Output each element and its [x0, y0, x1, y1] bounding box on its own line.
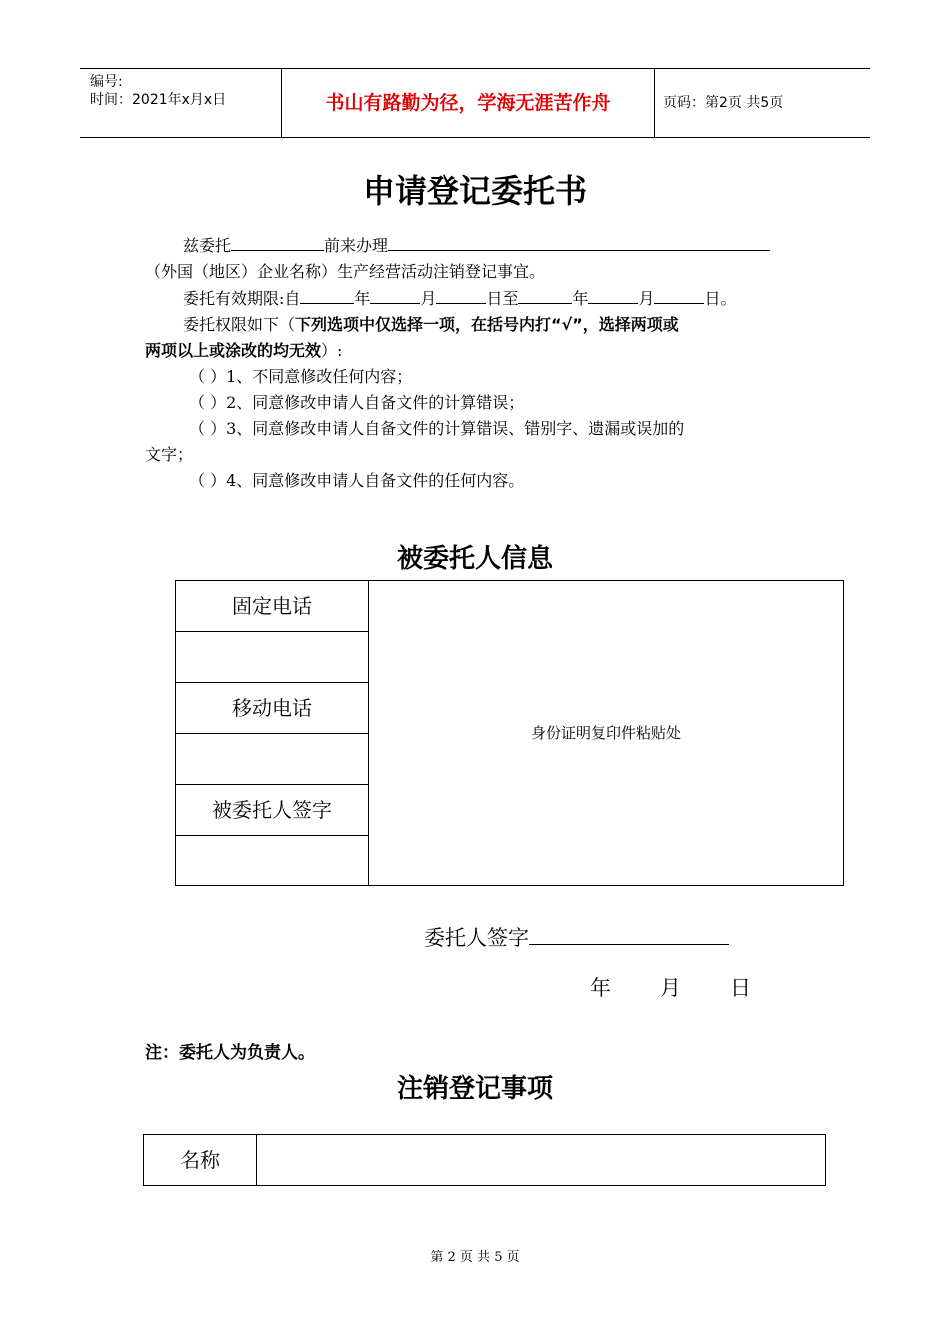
header-table — [80, 68, 870, 138]
client-signature-label: 委托人签字 — [424, 926, 529, 950]
option-3-continued: 文字； — [145, 445, 194, 464]
cancel-items-table — [143, 1134, 826, 1186]
validity-prefix: 委托有效期限:自 — [183, 289, 301, 308]
date-month: 月 — [660, 976, 681, 1000]
handle-prefix: 前来办理 — [324, 236, 389, 255]
client-signature-blank[interactable] — [529, 922, 729, 945]
agent-info-left-column — [176, 581, 369, 885]
from-month-blank[interactable] — [370, 285, 420, 304]
header-motto-cell — [281, 69, 655, 137]
validity-line — [145, 285, 815, 312]
option-1[interactable]: （ ）1、不同意修改任何内容； — [189, 367, 413, 386]
fixed-phone-field[interactable] — [176, 632, 368, 683]
delegate-prefix: 兹委托 — [183, 236, 232, 255]
number-label: 编号: — [90, 74, 123, 90]
agent-signature-label: 被委托人签字 — [176, 785, 368, 836]
permission-prefix: 委托权限如下（ — [183, 315, 296, 334]
mobile-phone-label: 移动电话 — [176, 683, 368, 734]
header-right-cell — [655, 69, 870, 137]
option-3[interactable]: （ ）3、同意修改申请人自备文件的计算错误、错别字、遗漏或误加的 — [189, 419, 685, 438]
month-text: 月 — [420, 289, 437, 308]
id-copy-area: 身份证明复印件粘贴处 — [530, 724, 681, 742]
agent-section-title: 被委托人信息 — [396, 544, 553, 574]
permission-line-1 — [145, 312, 815, 338]
permission-rule-1: 下列选项中仅选择一项，在括号内打“√”，选择两项或 — [295, 315, 679, 334]
day-end-text: 日。 — [704, 289, 737, 308]
option-2[interactable]: （ ）2、同意修改申请人自备文件的计算错误； — [189, 393, 525, 412]
date-day: 日 — [730, 976, 751, 1000]
permission-line-2 — [145, 338, 815, 364]
signature-date — [590, 972, 751, 1002]
cancel-section-title: 注销登记事项 — [396, 1074, 553, 1104]
delegation-line-1 — [145, 232, 815, 259]
business-blank[interactable] — [388, 232, 770, 251]
agent-name-blank[interactable] — [231, 232, 324, 251]
agent-signature-field[interactable] — [176, 836, 368, 886]
fixed-phone-label: 固定电话 — [176, 581, 368, 632]
from-day-blank[interactable] — [436, 285, 486, 304]
year-text-2: 年 — [572, 289, 589, 308]
delegation-body — [145, 232, 815, 494]
day-to-text: 日至 — [486, 289, 519, 308]
date-year: 年 — [590, 976, 611, 1000]
header-left-cell — [80, 69, 281, 137]
agent-info-table — [175, 580, 844, 886]
month-text-2: 月 — [638, 289, 655, 308]
permission-rule-2: 两项以上或涂改的均无效 — [145, 341, 322, 360]
page-label: 页码：第2页 共5页 — [663, 95, 784, 111]
permission-end: ）: — [321, 341, 343, 360]
client-signature-row — [424, 922, 729, 952]
delegation-line-2: （外国（地区）企业名称）生产经营活动注销登记事宜。 — [145, 262, 546, 281]
to-day-blank[interactable] — [654, 285, 704, 304]
option-4[interactable]: （ ）4、同意修改申请人自备文件的任何内容。 — [189, 471, 525, 490]
name-label: 名称 — [144, 1135, 257, 1185]
to-year-blank[interactable] — [518, 285, 572, 304]
page-footer: 第 2 页 共 5 页 — [430, 1250, 520, 1265]
year-text: 年 — [354, 289, 371, 308]
from-year-blank[interactable] — [300, 285, 354, 304]
note: 注：委托人为负责人。 — [145, 1043, 315, 1063]
motto: 书山有路勤为径，学海无涯苦作舟 — [325, 92, 611, 114]
page-title: 申请登记委托书 — [362, 172, 587, 210]
name-field[interactable] — [257, 1135, 825, 1185]
mobile-phone-field[interactable] — [176, 734, 368, 785]
time-label: 时间：2021年x月x日 — [90, 92, 227, 108]
to-month-blank[interactable] — [588, 285, 638, 304]
